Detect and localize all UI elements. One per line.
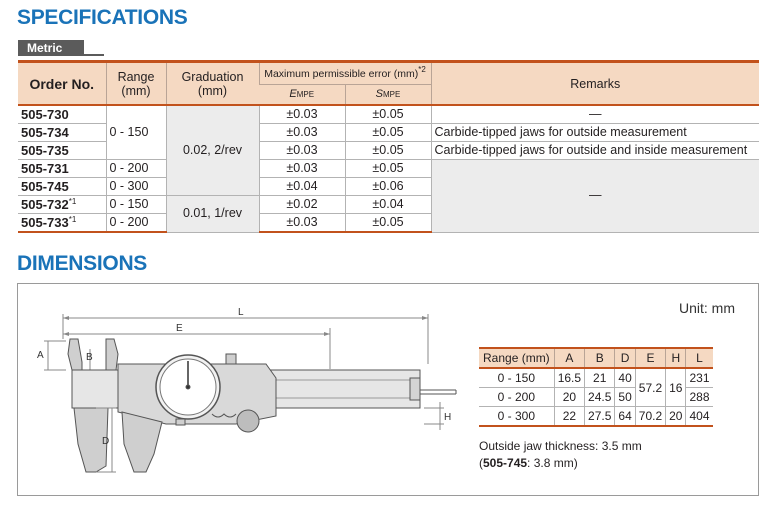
- dim-header-e: E: [635, 348, 665, 368]
- dim-header-d: D: [615, 348, 635, 368]
- label-D: D: [102, 436, 110, 447]
- remark-cell: —: [431, 160, 759, 233]
- dim-range: 0 - 150: [479, 368, 554, 388]
- dimensions-panel: [17, 283, 759, 496]
- empe-cell: ±0.03: [259, 142, 345, 160]
- dim-d: 64: [615, 407, 635, 427]
- dim-h: 16: [666, 368, 686, 407]
- smpe-cell: ±0.05: [345, 142, 431, 160]
- dim-a: 20: [554, 388, 584, 407]
- smpe-cell: ±0.06: [345, 178, 431, 196]
- empe-cell: ±0.03: [259, 105, 345, 124]
- tab-rule: [84, 54, 104, 56]
- dim-e: 70.2: [635, 407, 665, 427]
- order-number: 505-731: [18, 160, 106, 178]
- order-number: 505-730: [18, 105, 106, 124]
- remark-cell: —: [431, 105, 759, 124]
- dim-header-b: B: [585, 348, 615, 368]
- dim-h: 20: [666, 407, 686, 427]
- dim-d: 40: [615, 368, 635, 388]
- empe-cell: ±0.02: [259, 196, 345, 214]
- remark-cell: Carbide-tipped jaws for outside and inside measurement: [431, 142, 759, 160]
- dimensions-title: DIMENSIONS: [17, 252, 148, 275]
- header-order-no: Order No.: [18, 62, 106, 106]
- label-B: B: [86, 352, 93, 363]
- remark-cell: Carbide-tipped jaws for outside measurement: [431, 124, 759, 142]
- header-range: Range (mm): [106, 62, 166, 106]
- label-L: L: [238, 307, 244, 318]
- smpe-cell: ±0.05: [345, 160, 431, 178]
- order-number: 505-733$^{*1}$: [18, 214, 106, 233]
- dim-header-a: A: [554, 348, 584, 368]
- jaw-thickness-note-745: (505-745: 3.8 mm): [479, 456, 578, 470]
- dim-e: 57.2: [635, 368, 665, 407]
- table-row: [479, 407, 713, 427]
- dimensions-table: [479, 347, 713, 427]
- jaw-thickness-note: Outside jaw thickness: 3.5 mm: [479, 439, 642, 453]
- specifications-table: [18, 60, 759, 233]
- unit-label: Unit: mm: [679, 300, 735, 316]
- label-E: E: [176, 323, 183, 334]
- range-cell: 0 - 200: [106, 214, 166, 233]
- graduation-cell: 0.02, 2/rev: [166, 105, 259, 196]
- header-empe: EMPE: [259, 85, 345, 106]
- order-number: 505-732$^{*1}$: [18, 196, 106, 214]
- dim-l: 288: [686, 388, 713, 407]
- smpe-cell: ±0.05: [345, 124, 431, 142]
- order-number: 505-745: [18, 178, 106, 196]
- dim-a: 22: [554, 407, 584, 427]
- header-graduation: Graduation (mm): [166, 62, 259, 106]
- dim-header-h: H: [666, 348, 686, 368]
- smpe-cell: ±0.05: [345, 214, 431, 233]
- metric-tab: Metric: [18, 40, 84, 56]
- dim-l: 231: [686, 368, 713, 388]
- dim-range: 0 - 300: [479, 407, 554, 427]
- dim-l: 404: [686, 407, 713, 427]
- dim-b: 24.5: [585, 388, 615, 407]
- empe-cell: ±0.03: [259, 214, 345, 233]
- dim-a: 16.5: [554, 368, 584, 388]
- header-remarks: Remarks: [431, 62, 759, 106]
- smpe-cell: ±0.05: [345, 105, 431, 124]
- dim-range: 0 - 200: [479, 388, 554, 407]
- label-A: A: [37, 350, 44, 361]
- smpe-cell: ±0.04: [345, 196, 431, 214]
- table-row: [18, 160, 759, 178]
- range-cell: 0 - 150: [106, 196, 166, 214]
- header-mpe: Maximum permissible error (mm)$^{*2}$: [259, 62, 431, 85]
- dim-b: 21: [585, 368, 615, 388]
- order-number: 505-735: [18, 142, 106, 160]
- range-cell: 0 - 200: [106, 160, 166, 178]
- empe-cell: ±0.03: [259, 124, 345, 142]
- caliper-drawing: [26, 294, 476, 489]
- table-row: [479, 368, 713, 388]
- header-smpe: SMPE: [345, 85, 431, 106]
- table-row: [18, 105, 759, 124]
- range-cell: 0 - 150: [106, 105, 166, 160]
- dim-header-l: L: [686, 348, 713, 368]
- dim-b: 27.5: [585, 407, 615, 427]
- dim-header-range: Range (mm): [479, 348, 554, 368]
- label-H: H: [444, 412, 452, 423]
- empe-cell: ±0.03: [259, 160, 345, 178]
- range-cell: 0 - 300: [106, 178, 166, 196]
- dim-d: 50: [615, 388, 635, 407]
- specifications-title: SPECIFICATIONS: [17, 6, 188, 29]
- empe-cell: ±0.04: [259, 178, 345, 196]
- order-number: 505-734: [18, 124, 106, 142]
- graduation-cell: 0.01, 1/rev: [166, 196, 259, 233]
